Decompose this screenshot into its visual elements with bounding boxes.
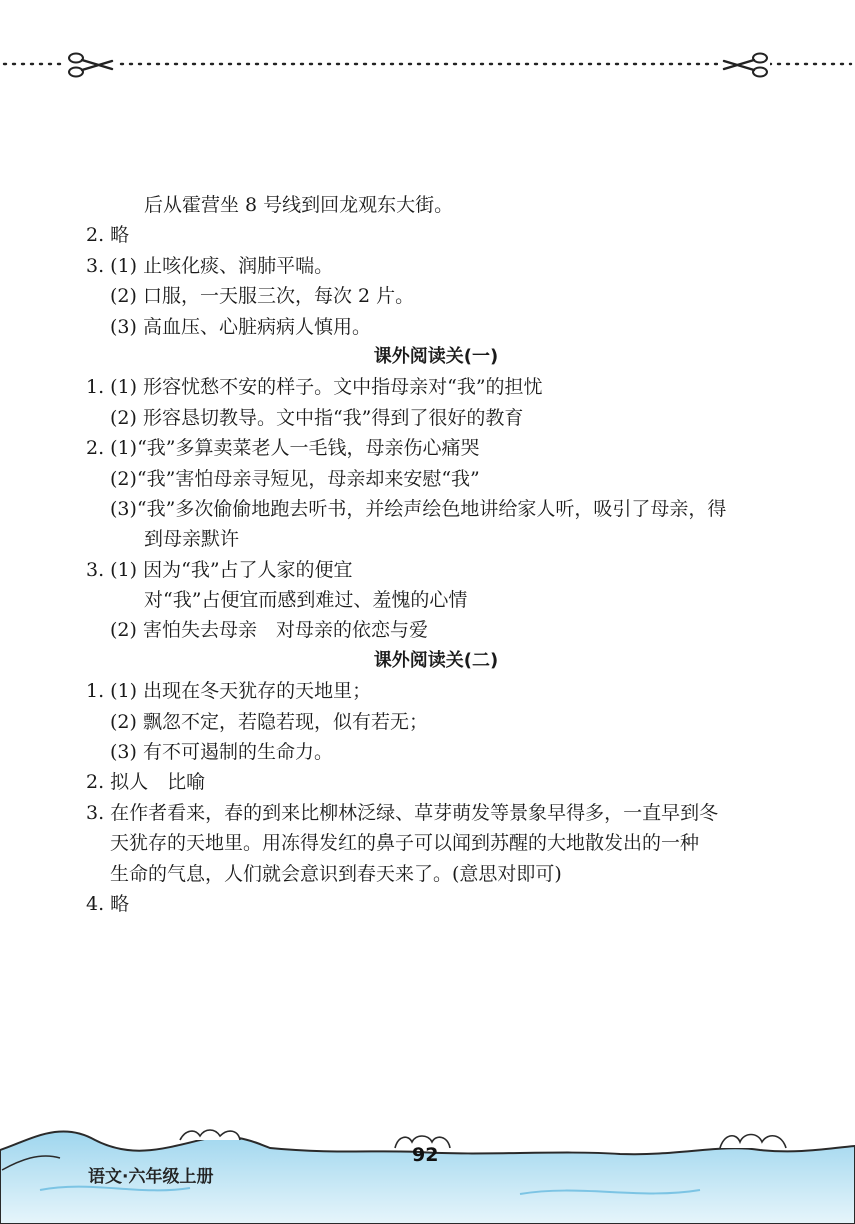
answer-line: 到母亲默许	[144, 528, 240, 551]
answer-line: 后从霍营坐 8 号线到回龙观东大街。	[144, 194, 454, 216]
book-label: 语文·六年级上册	[88, 1167, 214, 1187]
answer-line: 3. (1) 因为“我”占了人家的便宜	[86, 558, 353, 581]
answer-line: (2) 害怕失去母亲 对母亲的依恋与爱	[110, 619, 428, 642]
answer-line: 生命的气息，人们就会意识到春天来了。(意思对即可)	[110, 862, 562, 885]
page-number: 92	[412, 1144, 439, 1166]
answer-line: 3. 在作者看来，春的到来比柳林泛绿、草芽萌发等景象早得多，一直早到冬	[86, 801, 719, 824]
answer-line: (3)“我”多次偷偷地跑去听书，并绘声绘色地讲给家人听，吸引了母亲，得	[110, 497, 727, 520]
answer-line: 对“我”占便宜而感到难过、羞愧的心情	[144, 589, 468, 612]
answer-line: 3. (1) 止咳化痰、润肺平喘。	[86, 254, 334, 277]
answer-line: 2. 拟人 比喻	[86, 771, 206, 794]
cut-line-top	[0, 50, 855, 80]
answer-line: (3) 高血压、心脏病病人慎用。	[110, 315, 371, 338]
answer-line: 天犹存的天地里。用冻得发红的鼻子可以闻到苏醒的大地散发出的一种	[110, 832, 700, 855]
section-heading: 课外阅读关(二)	[373, 649, 499, 671]
answer-line: (2) 口服，一天服三次，每次 2 片。	[110, 285, 415, 308]
answer-line: (2)“我”害怕母亲寻短见，母亲却来安慰“我”	[110, 467, 480, 490]
answer-line: 1. (1) 出现在冬天犹存的天地里；	[86, 680, 372, 703]
answer-line: (2) 飘忽不定，若隐若现，似有若无；	[110, 710, 428, 733]
answer-line: 2. (1)“我”多算卖菜老人一毛钱，母亲伤心痛哭	[86, 437, 480, 460]
answer-line: (2) 形容恳切教导。文中指“我”得到了很好的教育	[110, 406, 524, 429]
scissors-icon-right	[718, 52, 770, 78]
answer-line: 4. 略	[86, 892, 130, 915]
answer-line: 2. 略	[86, 224, 130, 247]
answer-text-block	[86, 190, 786, 919]
answer-line: 1. (1) 形容忧愁不安的样子。文中指母亲对“我”的担忧	[86, 376, 543, 399]
answer-line: (3) 有不可遏制的生命力。	[110, 741, 333, 764]
scissors-icon-left	[64, 52, 116, 78]
section-heading: 课外阅读关(一)	[373, 345, 499, 367]
